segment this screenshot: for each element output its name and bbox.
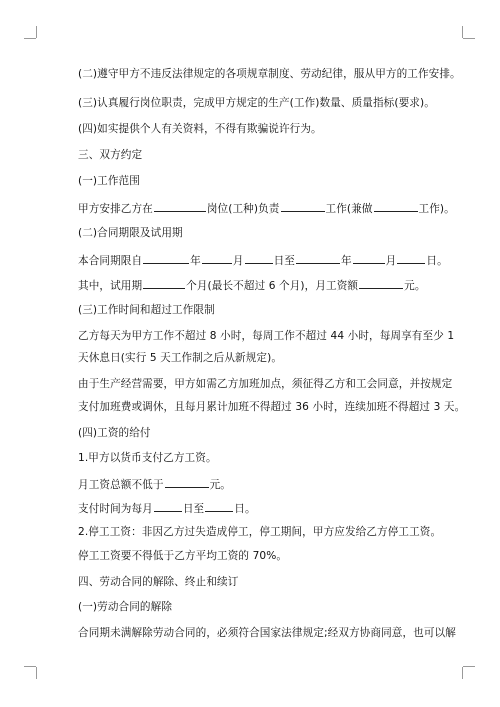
work-hours-line-1: 乙方每天为甲方工作不超过 8 小时，每周工作不超过 44 小时，每周享有至少 1 xyxy=(78,330,455,342)
crop-mark-top-right-v xyxy=(462,26,463,38)
wage-item-1: 1.甲方以货币支付乙方工资。 xyxy=(78,452,217,464)
min-wage-text-a: 月工资总额不低于 xyxy=(78,479,164,491)
clause-3-line: (三)认真履行岗位职责，完成甲方规定的生产(工作)数量、质量指标(要求)。 xyxy=(78,97,435,109)
end-day-blank[interactable] xyxy=(397,252,425,264)
crop-mark-bottom-left-v xyxy=(36,667,37,679)
term-heading: (二)合同期限及试用期 xyxy=(78,227,183,239)
pay-day-end-blank[interactable] xyxy=(205,500,233,512)
work-scope-text-c: 工作(兼做 xyxy=(325,203,373,215)
clause-2-line: (二)遵守甲方不违反法律规定的各项规章制度、劳动纪律，服从甲方的工作安排。 xyxy=(78,68,461,80)
crop-mark-bottom-right-h xyxy=(463,666,475,667)
work-scope-text-a: 甲方安排乙方在 xyxy=(78,203,153,215)
work-hours-line-2: 天休息日(实行 5 天工作制之后从新规定)。 xyxy=(78,352,283,364)
term-text-b: 年 xyxy=(190,255,201,267)
overtime-line-2: 支付加班费或调休，且每月累计加班不得超过 36 小时，连续加班不得超过 3 天。 xyxy=(78,401,466,413)
pay-day-start-blank[interactable] xyxy=(154,500,182,512)
wage-heading: (四)工资的给付 xyxy=(78,427,151,439)
probation-text-a: 其中，试用期 xyxy=(78,280,143,292)
section-4-heading: 四、劳动合同的解除、终止和续订 xyxy=(78,576,239,588)
crop-mark-top-left-v xyxy=(36,26,37,38)
pay-day-line xyxy=(78,500,256,516)
work-scope-text-b: 岗位(工种)负责 xyxy=(206,203,280,215)
start-day-blank[interactable] xyxy=(245,252,273,264)
crop-mark-top-right-h xyxy=(463,38,475,39)
work-scope-line xyxy=(78,200,455,216)
pay-day-text-c: 日。 xyxy=(234,503,256,515)
end-month-blank[interactable] xyxy=(353,252,385,264)
section-3-heading: 三、双方约定 xyxy=(78,149,143,161)
position-blank[interactable] xyxy=(154,200,206,212)
crop-mark-bottom-right-v xyxy=(462,667,463,679)
term-text-e: 年 xyxy=(340,255,352,267)
termination-heading: (一)劳动合同的解除 xyxy=(78,601,173,613)
probation-wage-blank[interactable] xyxy=(359,277,403,289)
work-scope-heading: (一)工作范围 xyxy=(78,175,140,187)
term-text-a: 本合同期限自 xyxy=(78,255,143,267)
term-text-c: 月 xyxy=(232,255,244,267)
start-month-blank[interactable] xyxy=(202,252,232,264)
start-year-blank[interactable] xyxy=(143,252,189,264)
overtime-line-1: 由于生产经营需要，甲方如需乙方加班加点，须征得乙方和工会同意，并按规定 xyxy=(78,378,453,390)
probation-text-c: 元。 xyxy=(404,280,426,292)
term-text-d: 日至 xyxy=(273,255,295,267)
duty-blank[interactable] xyxy=(281,200,325,212)
min-wage-line xyxy=(78,476,231,492)
work-hours-heading: (三)工作时间和超过工作限制 xyxy=(78,304,215,316)
term-text-g: 日。 xyxy=(426,255,448,267)
pay-day-text-b: 日至 xyxy=(182,503,205,515)
probation-line xyxy=(78,277,426,293)
crop-mark-top-left-h xyxy=(24,38,36,39)
term-text-f: 月 xyxy=(385,255,397,267)
pay-day-text-a: 支付时间为每月 xyxy=(78,503,153,515)
probation-text-b: 个月(最长不超过 6 个月)，月工资额 xyxy=(186,280,359,292)
min-wage-text-b: 元。 xyxy=(209,479,231,491)
crop-mark-bottom-left-h xyxy=(24,666,36,667)
end-year-blank[interactable] xyxy=(296,252,340,264)
clause-4-line: (四)如实提供个人有关资料，不得有欺骗说许行为。 xyxy=(78,123,322,135)
wage-item-2-cont: 停工工资要不得低于乙方平均工资的 70%。 xyxy=(78,550,288,562)
probation-months-blank[interactable] xyxy=(143,277,185,289)
term-line xyxy=(78,252,448,268)
wage-item-2: 2.停工工资：非因乙方过失造成停工，停工期间，甲方应发给乙方停工工资。 xyxy=(78,526,442,538)
min-wage-blank[interactable] xyxy=(165,476,209,488)
termination-line-1: 合同期未满解除劳动合同的，必须符合国家法律规定;经双方协商同意，也可以解 xyxy=(78,627,456,639)
side-duty-blank[interactable] xyxy=(374,200,418,212)
work-scope-text-d: 工作)。 xyxy=(418,203,455,215)
